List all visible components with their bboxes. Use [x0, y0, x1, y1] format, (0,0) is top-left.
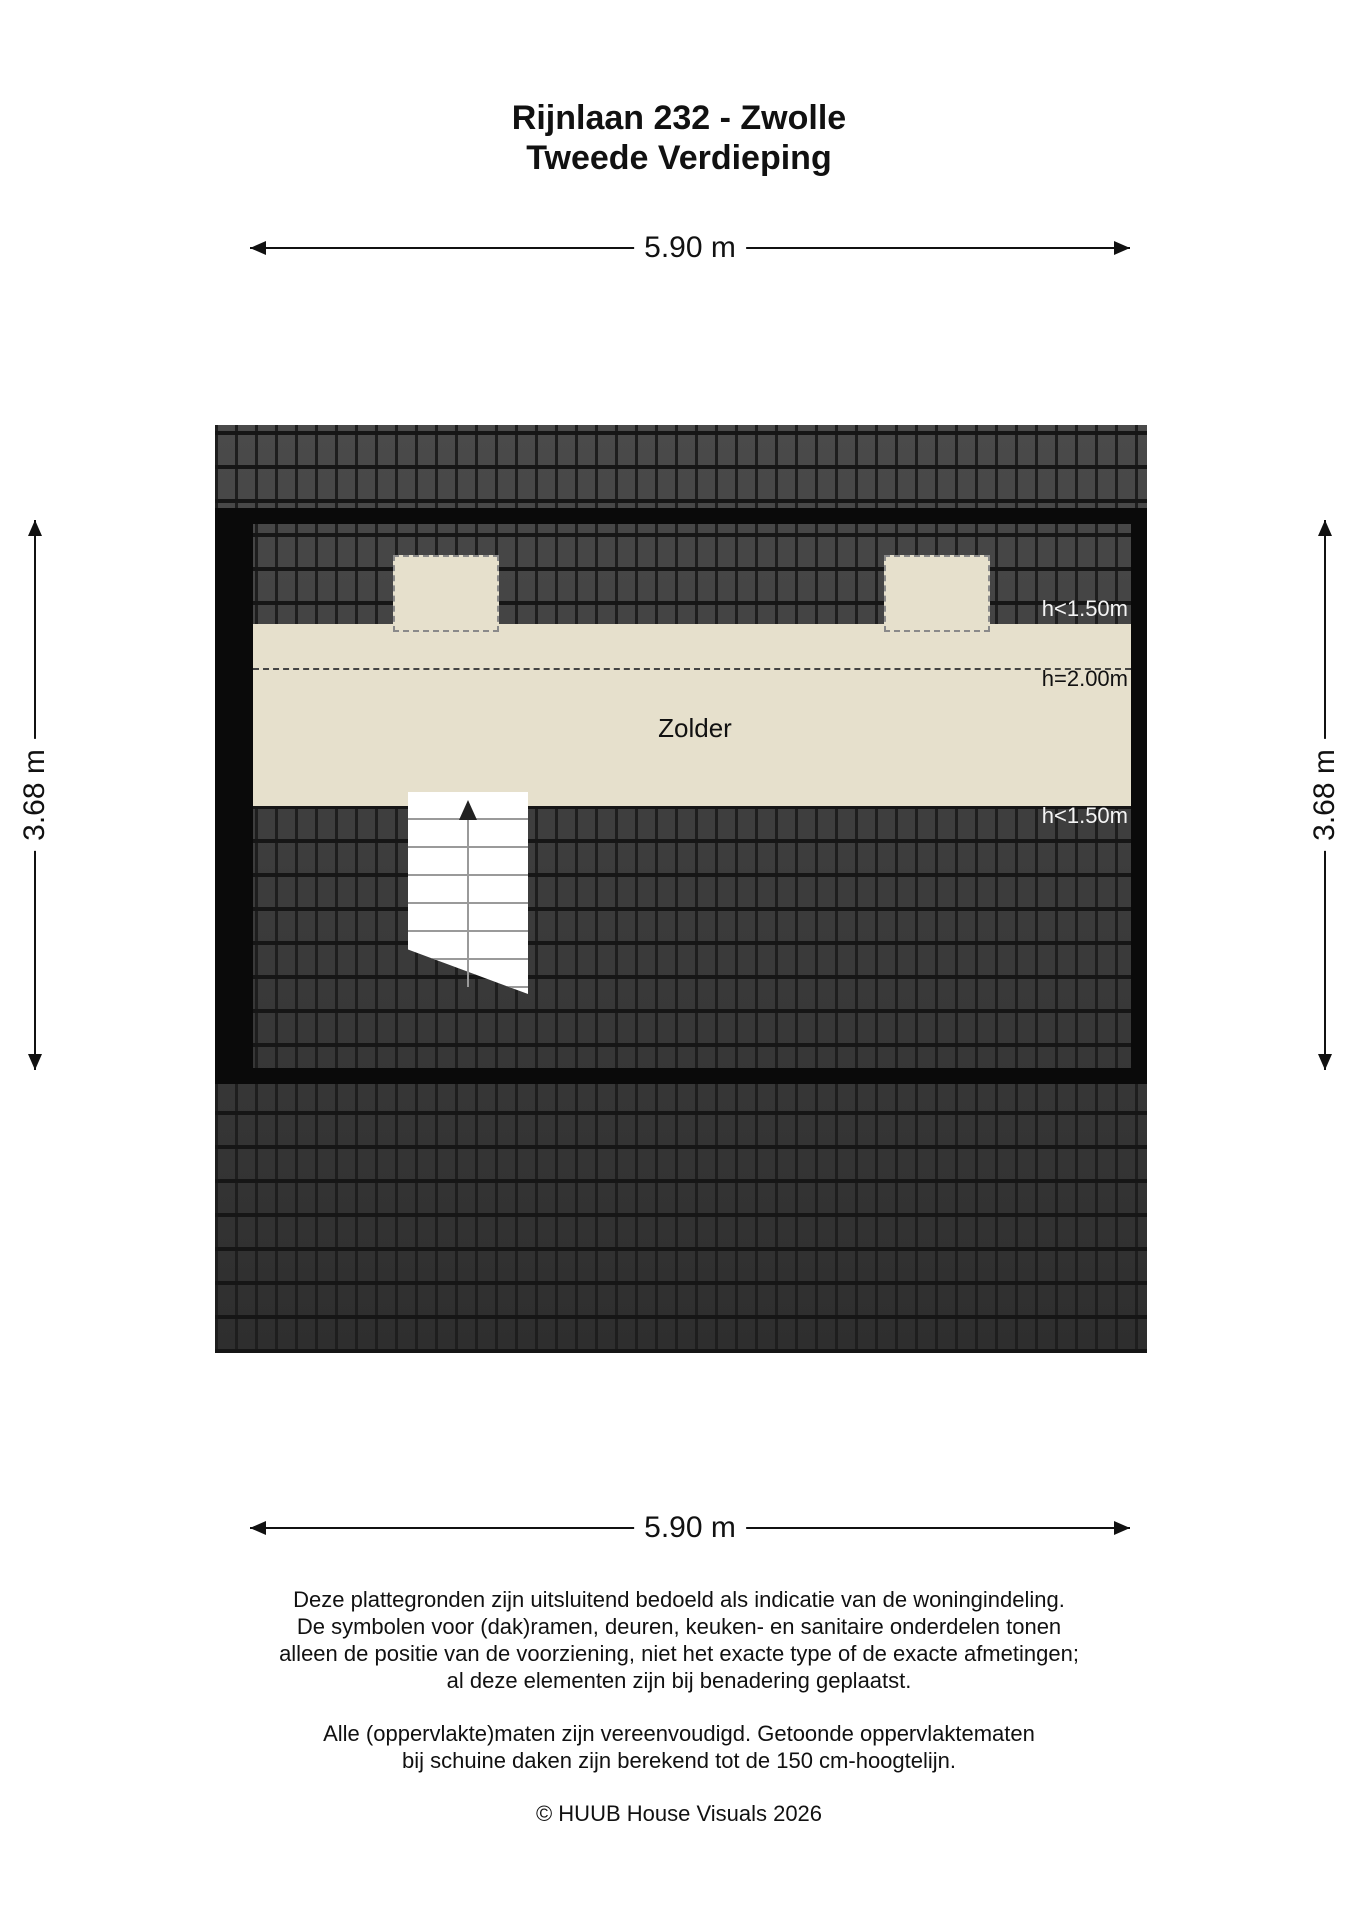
arrow-up-icon: [28, 520, 42, 536]
height-label-top: h<1.50m: [1041, 596, 1128, 621]
disclaimer-line: Alle (oppervlakte)maten zijn vereenvoudigd. Getoonde oppervlaktematen: [323, 1721, 1035, 1746]
dimension-label: 5.90 m: [634, 1508, 746, 1548]
page-subtitle: Tweede Verdieping: [526, 139, 832, 177]
disclaimer-line: De symbolen voor (dak)ramen, deuren, keuken- en sanitaire onderdelen tonen: [296, 1614, 1062, 1639]
arrow-left-icon: [250, 241, 266, 255]
arrow-down-icon: [1318, 1054, 1332, 1070]
room-label-zolder: Zolder: [658, 713, 732, 743]
height-line-2m: [253, 668, 1131, 670]
dimension-label: 3.68 m: [1305, 739, 1345, 851]
staircase-walkline: [467, 812, 469, 987]
page-title: Rijnlaan 232 - Zwolle: [511, 99, 847, 137]
stair-direction-arrow-icon: [459, 800, 477, 820]
arrow-right-icon: [1114, 241, 1130, 255]
dimension-top-width: [250, 228, 1130, 268]
height-label-bottom: h<1.50m: [1041, 803, 1128, 828]
arrow-down-icon: [28, 1054, 42, 1070]
dimension-right-height: [1305, 520, 1345, 1070]
copyright: © HUUB House Visuals 2026: [535, 1801, 823, 1826]
disclaimer-line: al deze elementen zijn bij benadering geplaatst.: [446, 1668, 912, 1693]
height-label-middle: h=2.00m: [1041, 666, 1128, 691]
dimension-left-height: [15, 520, 55, 1070]
skylight-left: [393, 555, 499, 632]
disclaimer-line: Deze plattegronden zijn uitsluitend bedoeld als indicatie van de woningindeling.: [293, 1587, 1065, 1612]
dimension-label: 3.68 m: [15, 739, 55, 851]
skylight-right: [884, 555, 990, 632]
arrow-right-icon: [1114, 1521, 1130, 1535]
dimension-bottom-width: [250, 1508, 1130, 1548]
arrow-up-icon: [1318, 520, 1332, 536]
disclaimer-line: alleen de positie van de voorziening, niet het exacte type of de exacte afmetingen;: [279, 1641, 1079, 1666]
dimension-label: 5.90 m: [634, 228, 746, 268]
disclaimer-line: bij schuine daken zijn berekend tot de 150 cm-hoogtelijn.: [401, 1748, 957, 1773]
arrow-left-icon: [250, 1521, 266, 1535]
